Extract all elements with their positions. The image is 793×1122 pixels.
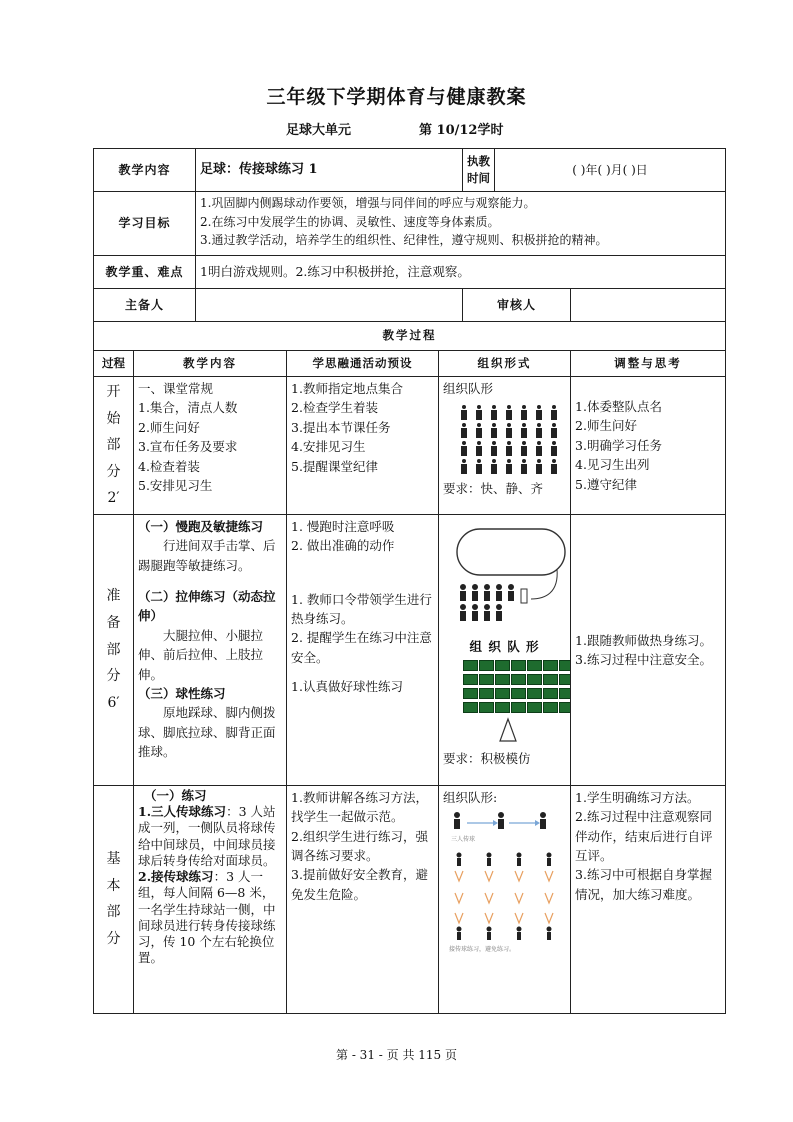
- phase-start: 开 始 部 分 2′: [94, 377, 134, 515]
- phase-prep: 准 备 部 分 6′: [94, 514, 134, 785]
- phase-basic: 基 本 部 分: [94, 785, 134, 1013]
- basic-adjustment: 1.学生明确练习方法。 2.练习过程中注意观察同伴动作，结束后进行自评互评。 3.练习中可根据自身掌握情况，加大练习难度。: [571, 785, 726, 1013]
- basic-activities: 1.教师讲解各练习方法，找学生一起做示范。 2.组织学生进行练习，强调各练习要求。 3.提前做好安全教育，避免发生危险。: [287, 785, 439, 1013]
- col-header-activities: 学思融通活动预设: [287, 351, 439, 377]
- start-adjustment: 1.体委整队点名 2.师生问好 3.明确学习任务 4.见习生出列 5.遵守纪律: [571, 377, 726, 515]
- col-header-organization: 组织形式: [439, 351, 571, 377]
- prep-organization: 组 织 队 形 要求：积极模仿: [439, 514, 571, 785]
- preparer-value: [196, 289, 463, 322]
- key-points-value: 1明白游戏规则。2.练习中积极拼抢，注意观察。: [196, 256, 726, 289]
- teaching-content-label: 教学内容: [94, 149, 196, 192]
- drill-caption-1: 三人传球: [451, 836, 476, 844]
- start-content: 一、课堂常规 1.集合，清点人数 2.师生问好 3.宣布任务及要求 4.检查着装 5.安排见习生: [134, 377, 287, 515]
- col-header-adjustment: 调整与思考: [571, 351, 726, 377]
- document-title: 三年级下学期体育与健康教案: [266, 86, 527, 108]
- page-footer: 第 - 31 - 页 共 115 页: [336, 1048, 457, 1062]
- passing-drill-diagram: [443, 807, 571, 957]
- col-header-phase: 过程: [94, 351, 134, 377]
- reviewer-value: [571, 289, 726, 322]
- col-header-content: 教学内容: [134, 351, 287, 377]
- objectives-list: [196, 192, 726, 256]
- objective-item: 1.巩固脚内侧踢球动作要领，增强与同伴间的呼应与观察能力。: [200, 196, 536, 210]
- start-organization: 组织队形 要求：快、静、齐: [439, 377, 571, 515]
- objectives-label: 学习目标: [94, 192, 196, 256]
- reviewer-label: 审核人: [463, 289, 571, 322]
- process-title: 教学过程: [94, 322, 726, 351]
- teaching-content-value: 足球：传接球练习 1: [196, 149, 463, 192]
- basic-content: （一）练习 1.三人传球练习：3 人站成一列，一侧队员将球传给中间球员，中间球员接球后转身传给对面球员。 2.接传球练习：3 人一组，每人间隔 6—8 米，一名学生持球站一侧，中间球员进行转身传接球练习，传 10 个左右轮换位置。: [134, 785, 287, 1013]
- teacher-triangle-icon: [443, 713, 571, 749]
- unit-name: 足球大单元: [286, 123, 352, 138]
- basic-organization: 组织队形: 三人传球 接传球练习，避免练习。: [439, 785, 571, 1013]
- teaching-date: ( )年( )月( )日: [495, 149, 726, 192]
- drill-caption-2: 接传球练习，避免练习。: [449, 946, 516, 954]
- running-track-diagram: [449, 523, 571, 623]
- lesson-plan-table: [93, 148, 726, 1014]
- objective-item: 3.通过教学活动，培养学生的组织性、纪律性，遵守规则、积极拼抢的精神。: [200, 233, 608, 248]
- preparer-label: 主备人: [94, 289, 196, 322]
- formation-people-icon: [457, 404, 566, 475]
- prep-adjustment: 1.跟随教师做热身练习。 3.练习过程中注意安全。: [571, 514, 726, 785]
- objective-item: 2.在练习中发展学生的协调、灵敏性、速度等身体素质。: [200, 214, 500, 229]
- lesson-number: 第 10/12学时: [419, 123, 504, 138]
- start-activities: 1.教师指定地点集合 2.检查学生着装 3.提出本节课任务 4.安排见习生 5.提醒课堂纪律: [287, 377, 439, 515]
- key-points-label: 教学重、难点: [94, 256, 196, 289]
- prep-activities: 1. 慢跑时注意呼吸 2. 做出准确的动作 1. 教师口令带领学生进行热身练习。 2. 提醒学生在练习中注意安全。 1.认真做好球性练习: [287, 514, 439, 785]
- students-formation-icon: [463, 660, 566, 713]
- prep-content: （一）慢跑及敏捷练习 行进间双手击掌、后踢腿跑等敏捷练习。 （二）拉伸练习（动态拉伸） 大腿拉伸、小腿拉伸、前后拉伸、上肢拉伸。 （三）球性练习 原地踩球、脚内侧拨球、脚底拉球、脚背正面推球。: [134, 514, 287, 785]
- teaching-time-label: 执教 时间: [463, 149, 495, 192]
